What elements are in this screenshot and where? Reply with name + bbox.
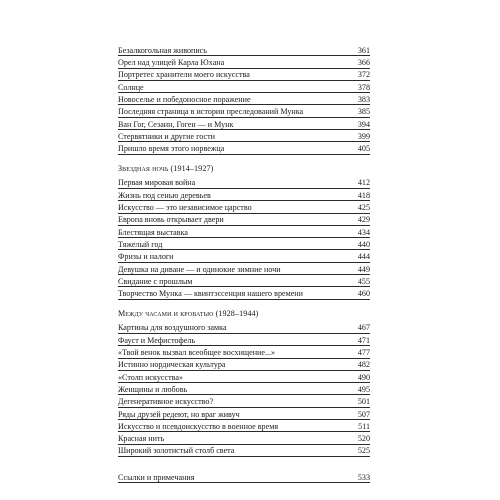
- entry-title: Фризы и налоги: [118, 252, 174, 262]
- toc-entry: [118, 432, 370, 444]
- entry-page-number: 477: [357, 348, 370, 358]
- entry-title: Ряды друзей редеют, но враг живуч: [118, 409, 240, 419]
- entry-title: Картины для воздушного замка: [118, 323, 227, 333]
- toc-entry: [118, 69, 370, 81]
- entry-title: Последняя страница в истории преследований Мунка: [118, 107, 304, 117]
- entry-page-number: 383: [357, 94, 370, 104]
- entry-page-number: 434: [357, 227, 370, 237]
- toc-entry: [118, 226, 370, 238]
- toc-entry: [118, 130, 370, 142]
- toc-entry-notes: [118, 471, 370, 483]
- entry-title: Жизнь под сенью деревьев: [118, 190, 211, 200]
- toc-entry: [118, 334, 370, 346]
- toc-entry: [118, 408, 370, 420]
- entry-title: Ван Гог, Сезанн, Гоген — и Мунк: [118, 119, 234, 129]
- entry-page-number: 501: [357, 397, 370, 407]
- entry-title: Искусство и псевдоискусство в военное время: [118, 421, 279, 431]
- entry-title: Искусство — это независимое царство: [118, 203, 252, 213]
- entry-title: «Столп искусства»: [118, 372, 183, 382]
- entry-page-number: 533: [357, 472, 370, 482]
- entry-title: Солнце: [118, 82, 144, 92]
- toc-entry: [118, 105, 370, 117]
- entry-page-number: 361: [357, 45, 370, 55]
- entry-page-number: 418: [357, 190, 370, 200]
- entry-page-number: 455: [357, 276, 370, 286]
- entry-page-number: 378: [357, 82, 370, 92]
- entry-title: Стервятники и другие гости: [118, 131, 215, 141]
- entry-page-number: 471: [357, 335, 370, 345]
- table-of-contents: [118, 44, 370, 483]
- entry-page-number: 385: [357, 107, 370, 117]
- entry-page-number: 482: [357, 360, 370, 370]
- entry-page-number: 372: [357, 70, 370, 80]
- entry-page-number: 425: [357, 203, 370, 213]
- entry-title: Творчество Мунка — квинтэссенция нашего времени: [118, 289, 303, 299]
- section-heading: Звездная ночь (1914–1927): [118, 163, 214, 173]
- entry-title: Ссылки и примечания: [118, 472, 195, 482]
- entry-page-number: 511: [358, 421, 370, 431]
- toc-entry: [118, 201, 370, 213]
- toc-entry: [118, 322, 370, 334]
- entry-title: Орел над улицей Карла Юхана: [118, 58, 225, 68]
- entry-page-number: 449: [357, 264, 370, 274]
- entry-title: Первая мировая война: [118, 178, 196, 188]
- entry-page-number: 444: [357, 252, 370, 262]
- toc-entry: [118, 420, 370, 432]
- toc-entry: [118, 81, 370, 93]
- entry-title: Свидание с прошлым: [118, 276, 193, 286]
- toc-entry: [118, 189, 370, 201]
- entry-page-number: 525: [357, 446, 370, 456]
- entry-title: Дегенеративное искусство?: [118, 397, 214, 407]
- entry-page-number: 520: [357, 434, 370, 444]
- toc-entry: [118, 56, 370, 68]
- entry-title: Истинно нордическая культура: [118, 360, 226, 370]
- toc-section: [118, 44, 370, 155]
- toc-entry: [118, 395, 370, 407]
- toc-entry: [118, 275, 370, 287]
- toc-entry: [118, 263, 370, 275]
- entry-page-number: 405: [357, 144, 370, 154]
- entry-page-number: 495: [357, 384, 370, 394]
- spacer: [118, 457, 370, 471]
- entry-title: Фауст и Мефистофель: [118, 335, 196, 345]
- entry-title: Красная нить: [118, 434, 165, 444]
- toc-entry: [118, 371, 370, 383]
- entry-title: Портретес хранители моего искусства: [118, 70, 250, 80]
- entry-title: Тяжелый год: [118, 239, 163, 249]
- entry-page-number: 460: [357, 289, 370, 299]
- entry-title: Новоселье и победоносное поражение: [118, 94, 251, 104]
- toc-entry: [118, 142, 370, 154]
- entry-title: Широкий золотистый столб света: [118, 446, 235, 456]
- toc-section: [118, 155, 370, 300]
- toc-entry: [118, 177, 370, 189]
- toc-entry: [118, 359, 370, 371]
- entry-page-number: 507: [357, 409, 370, 419]
- entry-title: Европа вновь открывает двери: [118, 215, 224, 225]
- entry-page-number: 490: [357, 372, 370, 382]
- entry-title: Женщины и любовь: [118, 384, 188, 394]
- toc-entry: [118, 118, 370, 130]
- toc-entry: [118, 238, 370, 250]
- toc-entry: [118, 93, 370, 105]
- toc-entry: [118, 214, 370, 226]
- entry-page-number: 467: [357, 323, 370, 333]
- entry-title: Девушка на диване — и одинокие зимние ночи: [118, 264, 281, 274]
- toc-entry: [118, 44, 370, 56]
- section-heading: Между часами и кроватью (1928–1944): [118, 308, 259, 318]
- entry-page-number: 429: [357, 215, 370, 225]
- entry-title: Блестящая выставка: [118, 227, 188, 237]
- entry-page-number: 440: [357, 239, 370, 249]
- entry-title: «Твой венок вызвал всеобщее восхищение...»: [118, 348, 276, 358]
- toc-entry: [118, 250, 370, 262]
- entry-page-number: 412: [357, 178, 370, 188]
- toc-entry: [118, 445, 370, 457]
- toc-section: [118, 300, 370, 457]
- entry-title: Безалкогольная живопись: [118, 45, 207, 55]
- entry-page-number: 394: [357, 119, 370, 129]
- toc-entry: [118, 346, 370, 358]
- entry-page-number: 366: [357, 58, 370, 68]
- toc-entry: [118, 383, 370, 395]
- entry-page-number: 399: [357, 131, 370, 141]
- entry-title: Пришло время этого норвежца: [118, 144, 225, 154]
- toc-entry: [118, 287, 370, 299]
